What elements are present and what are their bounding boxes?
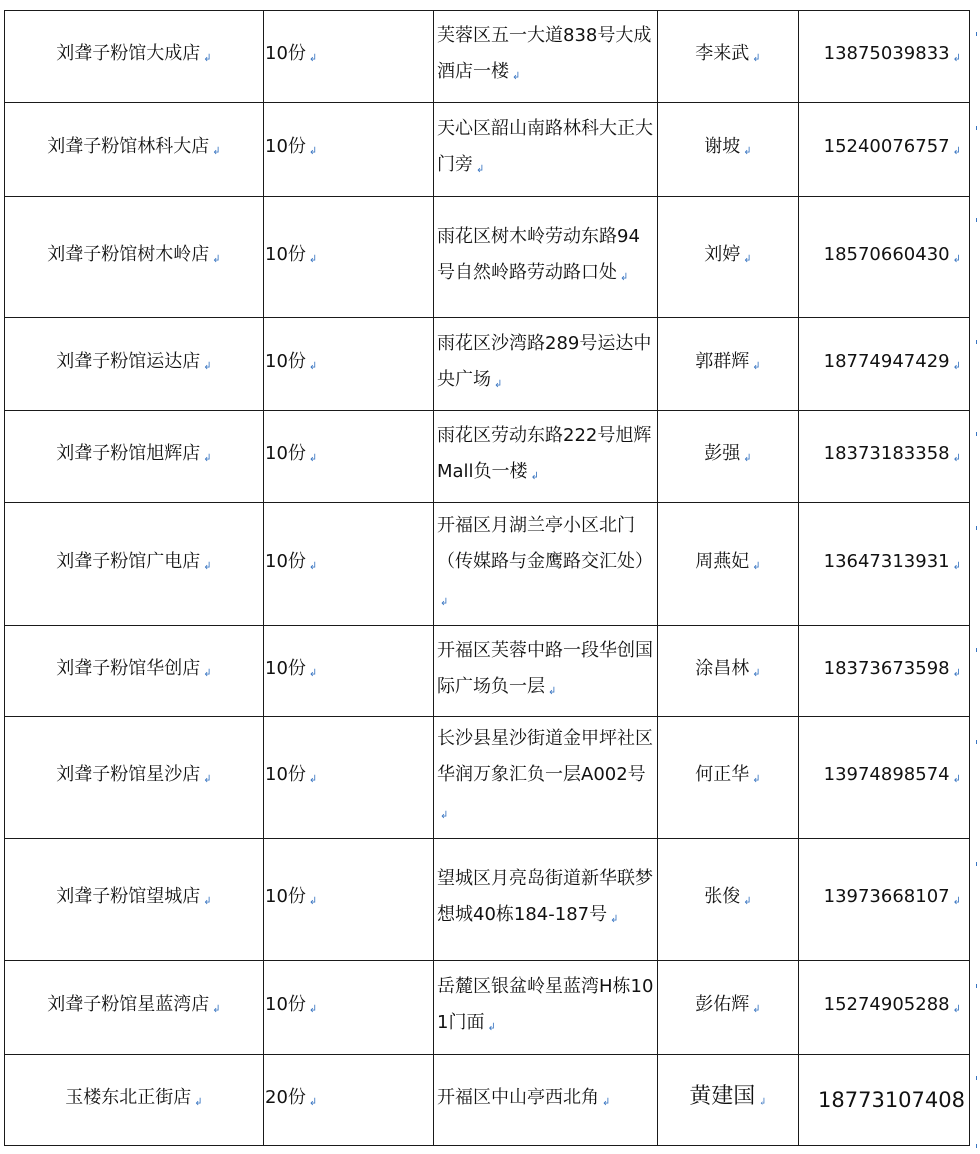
row-end-mark: [976, 340, 980, 344]
return-mark-icon: ↲: [308, 667, 318, 679]
return-mark-icon: ↲: [203, 667, 212, 679]
return-mark-icon: ↲: [952, 53, 961, 64]
contact-cell: 刘婷 ↲: [658, 197, 799, 318]
row-end-mark: [976, 648, 980, 652]
return-mark-icon: ↲: [440, 596, 449, 608]
address-cell: 雨花区沙湾路289号运达中央广场 ↲: [434, 318, 658, 411]
phone-cell: 18774947429 ↲: [799, 318, 970, 411]
phone-cell: 18373673598 ↲: [799, 626, 970, 717]
return-mark-icon: ↲: [610, 914, 619, 925]
quantity-cell: 10份 ↲: [264, 961, 434, 1055]
return-mark-icon: ↲: [952, 667, 961, 679]
return-mark-icon: ↲: [212, 253, 221, 265]
table-row: [5, 961, 970, 1055]
return-mark-icon: ↲: [212, 1004, 221, 1015]
quantity-cell: 10份 ↲: [264, 717, 434, 839]
return-mark-icon: ↲: [203, 453, 212, 464]
phone-cell: 15240076757 ↲: [799, 103, 970, 197]
store-name-cell: 刘聋子粉馆树木岭店 ↲: [5, 197, 264, 318]
store-name-cell: 刘聋子粉馆华创店 ↲: [5, 626, 264, 717]
return-mark-icon: ↲: [752, 53, 761, 64]
return-mark-icon: ↲: [203, 53, 212, 64]
return-mark-icon: ↲: [952, 360, 961, 372]
store-name-cell: 刘聋子粉馆星沙店 ↲: [5, 717, 264, 839]
phone-cell: 18570660430 ↲: [799, 197, 970, 318]
return-mark-icon: ↲: [308, 453, 318, 464]
return-mark-icon: ↲: [743, 453, 752, 464]
address-cell: 开福区中山亭西北角 ↲: [434, 1055, 658, 1146]
return-mark-icon: ↲: [752, 360, 761, 372]
contact-cell: 李来武 ↲: [658, 11, 799, 103]
table-row: [5, 626, 970, 717]
return-mark-icon: ↲: [512, 71, 521, 82]
contact-cell: 郭群辉 ↲: [658, 318, 799, 411]
quantity-cell: 10份 ↲: [264, 103, 434, 197]
return-mark-icon: ↲: [752, 1004, 761, 1015]
return-mark-icon: ↲: [194, 1096, 203, 1108]
return-mark-icon: ↲: [952, 146, 961, 157]
return-mark-icon: ↲: [494, 378, 503, 390]
return-mark-icon: ↲: [308, 253, 318, 265]
table-row: [5, 103, 970, 197]
return-mark-icon: ↲: [758, 1097, 767, 1108]
return-mark-icon: ↲: [952, 1004, 961, 1015]
return-mark-icon: ↲: [476, 164, 485, 175]
return-mark-icon: ↲: [743, 253, 752, 265]
phone-cell: 13647313931 ↲: [799, 503, 970, 626]
return-mark-icon: ↲: [203, 360, 212, 372]
store-name-cell: 刘聋子粉馆大成店 ↲: [5, 11, 264, 103]
address-cell: 开福区月湖兰亭小区北门（传媒路与金鹰路交汇处）↲: [434, 503, 658, 626]
store-name-cell: 玉楼东北正街店 ↲: [5, 1055, 264, 1146]
phone-cell: 18373183358 ↲: [799, 411, 970, 503]
return-mark-icon: ↲: [952, 774, 961, 785]
quantity-cell: 10份 ↲: [264, 411, 434, 503]
contact-cell: 周燕妃 ↲: [658, 503, 799, 626]
contact-cell: 张俊 ↲: [658, 839, 799, 961]
row-end-mark: [976, 984, 980, 988]
table-row: [5, 1055, 970, 1146]
return-mark-icon: ↲: [752, 667, 761, 679]
quantity-cell: 20份 ↲: [264, 1055, 434, 1146]
return-mark-icon: ↲: [440, 810, 449, 821]
row-end-mark: [976, 432, 980, 436]
return-mark-icon: ↲: [308, 896, 318, 907]
quantity-cell: 10份 ↲: [264, 318, 434, 411]
store-name-cell: 刘聋子粉馆旭辉店 ↲: [5, 411, 264, 503]
return-mark-icon: ↲: [952, 253, 961, 265]
address-cell: 雨花区树木岭劳动东路94号自然岭路劳动路口处 ↲: [434, 197, 658, 318]
quantity-cell: 10份 ↲: [264, 11, 434, 103]
store-name-cell: 刘聋子粉馆广电店 ↲: [5, 503, 264, 626]
return-mark-icon: ↲: [203, 774, 212, 785]
address-cell: 雨花区劳动东路222号旭辉Mall负一楼 ↲: [434, 411, 658, 503]
quantity-cell: 10份 ↲: [264, 839, 434, 961]
phone-cell: 13973668107 ↲: [799, 839, 970, 961]
row-end-mark: [976, 218, 980, 222]
address-cell: 望城区月亮岛街道新华联梦想城40栋184-187号 ↲: [434, 839, 658, 961]
table-row: [5, 717, 970, 839]
return-mark-icon: ↲: [203, 896, 212, 907]
return-mark-icon: ↲: [602, 1096, 611, 1108]
row-end-mark: [976, 526, 980, 530]
address-cell: 岳麓区银盆岭星蓝湾H栋101门面 ↲: [434, 961, 658, 1055]
row-end-mark: [976, 1144, 980, 1148]
return-mark-icon: ↲: [308, 1004, 318, 1015]
return-mark-icon: ↲: [620, 271, 629, 283]
store-name-cell: 刘聋子粉馆星蓝湾店 ↲: [5, 961, 264, 1055]
row-end-mark: [976, 862, 980, 866]
row-end-mark: [976, 126, 980, 130]
contact-cell: 黄建国 ↲: [658, 1055, 799, 1146]
address-cell: 芙蓉区五一大道838号大成酒店一楼 ↲: [434, 11, 658, 103]
address-cell: 天心区韶山南路林科大正大门旁 ↲: [434, 103, 658, 197]
return-mark-icon: ↲: [308, 560, 318, 572]
address-cell: 开福区芙蓉中路一段华创国际广场负一层 ↲: [434, 626, 658, 717]
table-row: [5, 411, 970, 503]
phone-cell: 15274905288 ↲: [799, 961, 970, 1055]
row-end-mark: [976, 1076, 980, 1080]
quantity-cell: 10份 ↲: [264, 197, 434, 318]
address-cell: 长沙县星沙街道金甲坪社区华润万象汇负一层A002号↲: [434, 717, 658, 839]
return-mark-icon: ↲: [308, 360, 318, 372]
return-mark-icon: ↲: [952, 896, 961, 907]
table-row: [5, 197, 970, 318]
return-mark-icon: ↲: [743, 896, 752, 907]
phone-cell: 13875039833 ↲: [799, 11, 970, 103]
return-mark-icon: ↲: [308, 1096, 318, 1108]
row-end-mark: [976, 32, 980, 36]
store-name-cell: 刘聋子粉馆运达店 ↲: [5, 318, 264, 411]
store-table: [4, 10, 970, 1146]
phone-cell: 18773107408: [799, 1055, 970, 1146]
return-mark-icon: ↲: [743, 146, 752, 157]
store-name-cell: 刘聋子粉馆林科大店 ↲: [5, 103, 264, 197]
return-mark-icon: ↲: [308, 146, 318, 157]
table-row: [5, 318, 970, 411]
table-row: [5, 503, 970, 626]
return-mark-icon: ↲: [548, 685, 557, 697]
contact-cell: 谢坡 ↲: [658, 103, 799, 197]
contact-cell: 何正华 ↲: [658, 717, 799, 839]
contact-cell: 彭佑辉 ↲: [658, 961, 799, 1055]
store-name-cell: 刘聋子粉馆望城店 ↲: [5, 839, 264, 961]
return-mark-icon: ↲: [487, 1022, 496, 1033]
return-mark-icon: ↲: [952, 560, 961, 572]
row-end-mark: [976, 740, 980, 744]
table-row: [5, 11, 970, 103]
quantity-cell: 10份 ↲: [264, 626, 434, 717]
contact-cell: 彭强 ↲: [658, 411, 799, 503]
quantity-cell: 10份 ↲: [264, 503, 434, 626]
phone-cell: 13974898574 ↲: [799, 717, 970, 839]
return-mark-icon: ↲: [308, 774, 318, 785]
return-mark-icon: ↲: [952, 453, 961, 464]
return-mark-icon: ↲: [530, 471, 539, 482]
return-mark-icon: ↲: [752, 560, 761, 572]
return-mark-icon: ↲: [308, 53, 318, 64]
return-mark-icon: ↲: [752, 774, 761, 785]
table-row: [5, 839, 970, 961]
return-mark-icon: ↲: [212, 146, 221, 157]
contact-cell: 涂昌林 ↲: [658, 626, 799, 717]
return-mark-icon: ↲: [203, 560, 212, 572]
